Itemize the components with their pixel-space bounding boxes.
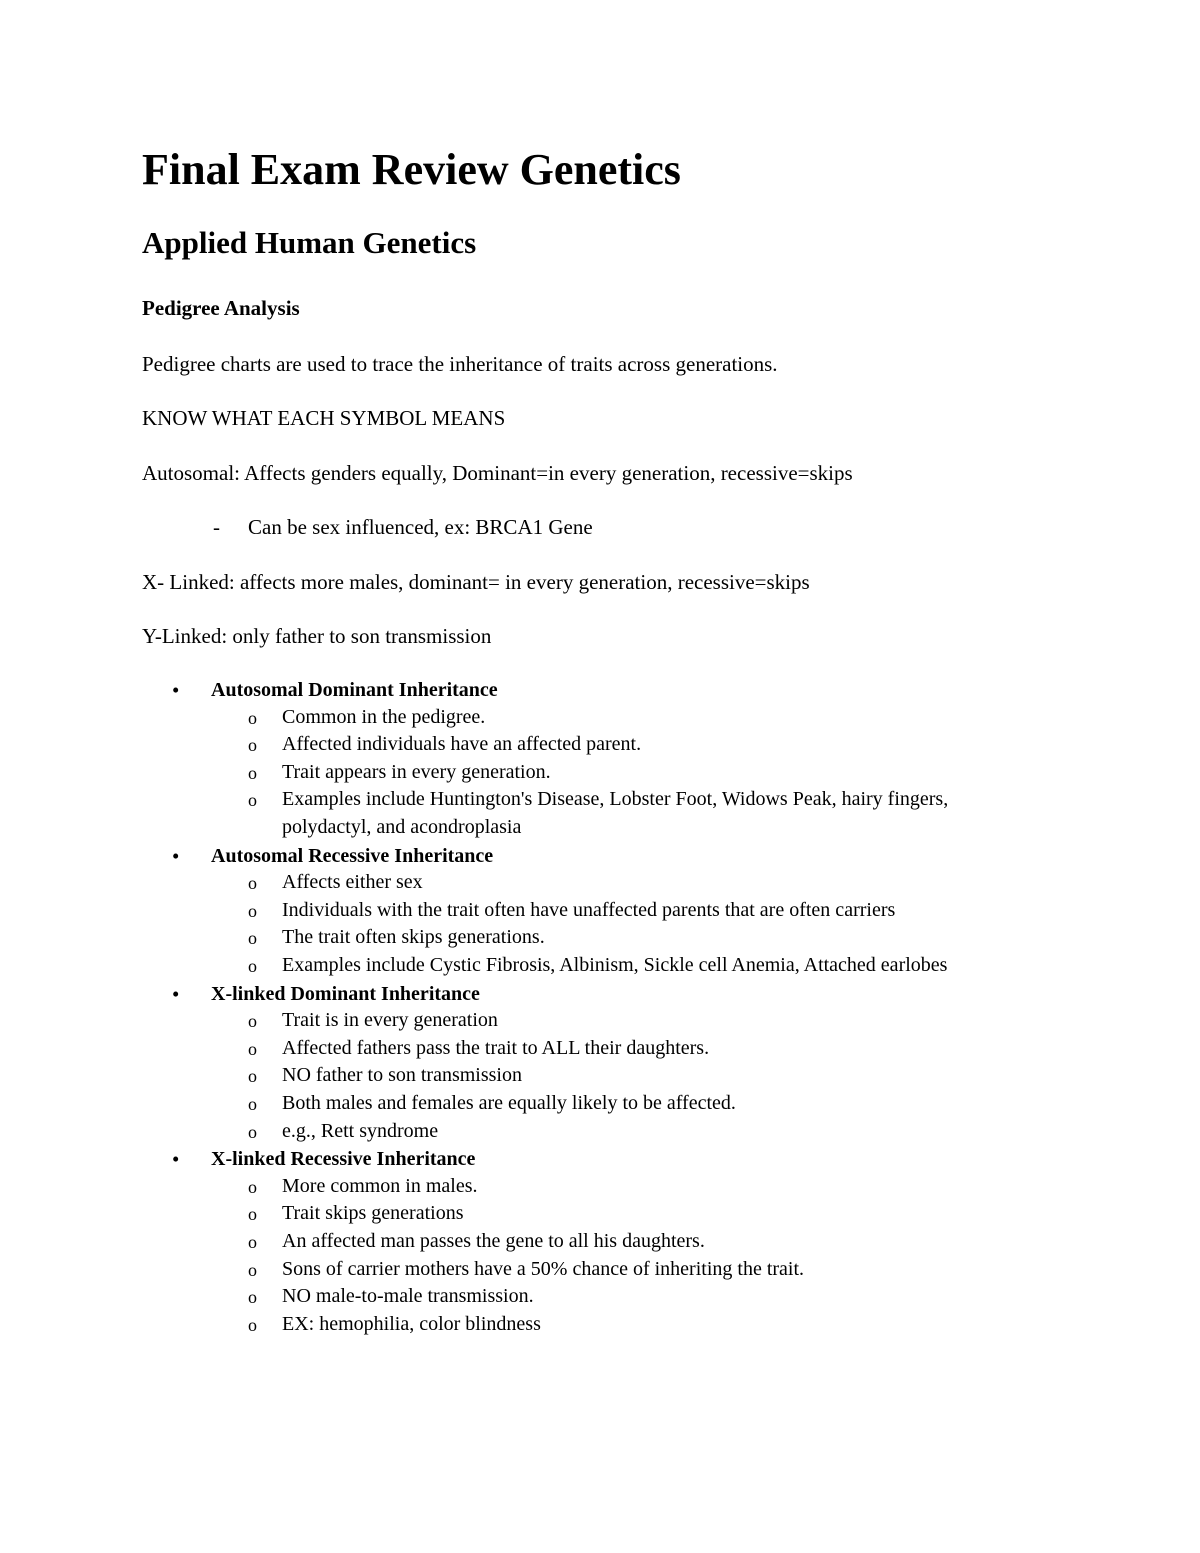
sub-bullet-marker: o: [248, 735, 257, 756]
dash-marker: -: [213, 515, 220, 539]
sub-bullet-marker: o: [248, 1066, 257, 1087]
paragraph-symbols: KNOW WHAT EACH SYMBOL MEANS: [142, 406, 506, 430]
sub-bullet-marker: o: [248, 1232, 257, 1252]
sub-list-item-text: EX: hemophilia, color blindness: [282, 1312, 541, 1335]
sub-bullet-marker: o: [248, 1176, 257, 1197]
bullet-section-title: X-linked Dominant Inheritance: [211, 982, 480, 1005]
bullet-section-title: X-linked Recessive Inheritance: [211, 1148, 476, 1171]
subsection-heading: Pedigree Analysis: [142, 296, 300, 320]
sub-list-item-text: Affects either sex: [282, 871, 423, 894]
sub-list-item-text: NO father to son transmission: [282, 1064, 522, 1087]
paragraph-pedigree-intro: Pedigree charts are used to trace the inheritance of traits across generations.: [142, 352, 778, 376]
sub-list-item-text: Affected fathers pass the trait to ALL their daughters.: [282, 1036, 710, 1059]
sub-list-item-text: Common in the pedigree.: [282, 705, 486, 728]
sub-list-item-text: The trait often skips generations.: [282, 926, 545, 949]
sub-list-item-text: e.g., Rett syndrome: [282, 1119, 439, 1142]
sub-list-item-text: NO male-to-male transmission.: [282, 1285, 534, 1308]
sub-list-item-text: Sons of carrier mothers have a 50% chance of inheriting the trait.: [282, 1257, 805, 1280]
bullet-marker: •: [172, 1147, 180, 1172]
sub-list-item-text: Examples include Cystic Fibrosis, Albinism, Sickle cell Anemia, Attached earlobes: [282, 954, 948, 976]
sub-bullet-marker: o: [248, 928, 257, 949]
sub-bullet-marker: o: [248, 1094, 257, 1114]
bullet-section-title: Autosomal Recessive Inheritance: [211, 844, 494, 867]
sub-list-item-text: Trait is in every generation: [282, 1009, 498, 1032]
sub-list-item-text: Individuals with the trait often have unaffected parents that are often carriers: [282, 898, 896, 921]
document-title: Final Exam Review Genetics: [142, 145, 681, 194]
sub-bullet-marker: o: [248, 790, 257, 811]
sub-list-item-text: Trait appears in every generation.: [282, 760, 551, 783]
paragraph-autosomal: Autosomal: Affects genders equally, Dominant=in every generation, recessive=skips: [142, 461, 853, 485]
sub-bullet-marker: o: [248, 1121, 257, 1142]
sub-bullet-marker: o: [248, 1314, 257, 1335]
bullet-section-title: Autosomal Dominant Inheritance: [211, 679, 498, 701]
sub-bullet-marker: o: [248, 762, 257, 783]
sub-bullet-marker: o: [248, 1259, 257, 1280]
sub-list-item-text: Trait skips generations: [282, 1202, 464, 1225]
sub-list-item-text: More common in males.: [282, 1174, 478, 1197]
sub-bullet-marker: o: [248, 1287, 257, 1308]
sub-bullet-marker: o: [248, 707, 257, 728]
bullet-marker: •: [172, 678, 180, 702]
bullet-marker: •: [172, 843, 180, 868]
sub-bullet-marker: o: [248, 1011, 257, 1032]
dash-item-text: Can be sex influenced, ex: BRCA1 Gene: [248, 515, 593, 539]
sub-bullet-marker: o: [248, 1204, 257, 1225]
paragraph-x-linked: X- Linked: affects more males, dominant= in every generation, recessive=skips: [142, 570, 810, 594]
sub-bullet-marker: o: [248, 900, 257, 921]
sub-bullet-marker: o: [248, 873, 257, 894]
sub-list-item-text: Affected individuals have an affected parent.: [282, 733, 642, 756]
sub-bullet-marker: o: [248, 956, 257, 976]
section-heading: Applied Human Genetics: [142, 225, 477, 260]
sub-list-item-text: An affected man passes the gene to all his daughters.: [282, 1230, 705, 1252]
sub-list-item-text: Examples include Huntington's Disease, Lobster Foot, Widows Peak, hairy fingers, polydactyl, and acondroplasia: [282, 788, 949, 838]
sub-list-item-text: Both males and females are equally likely to be affected.: [282, 1092, 736, 1114]
paragraph-y-linked: Y-Linked: only father to son transmission: [142, 624, 492, 648]
bullet-marker: •: [172, 981, 180, 1006]
sub-bullet-marker: o: [248, 1038, 257, 1059]
